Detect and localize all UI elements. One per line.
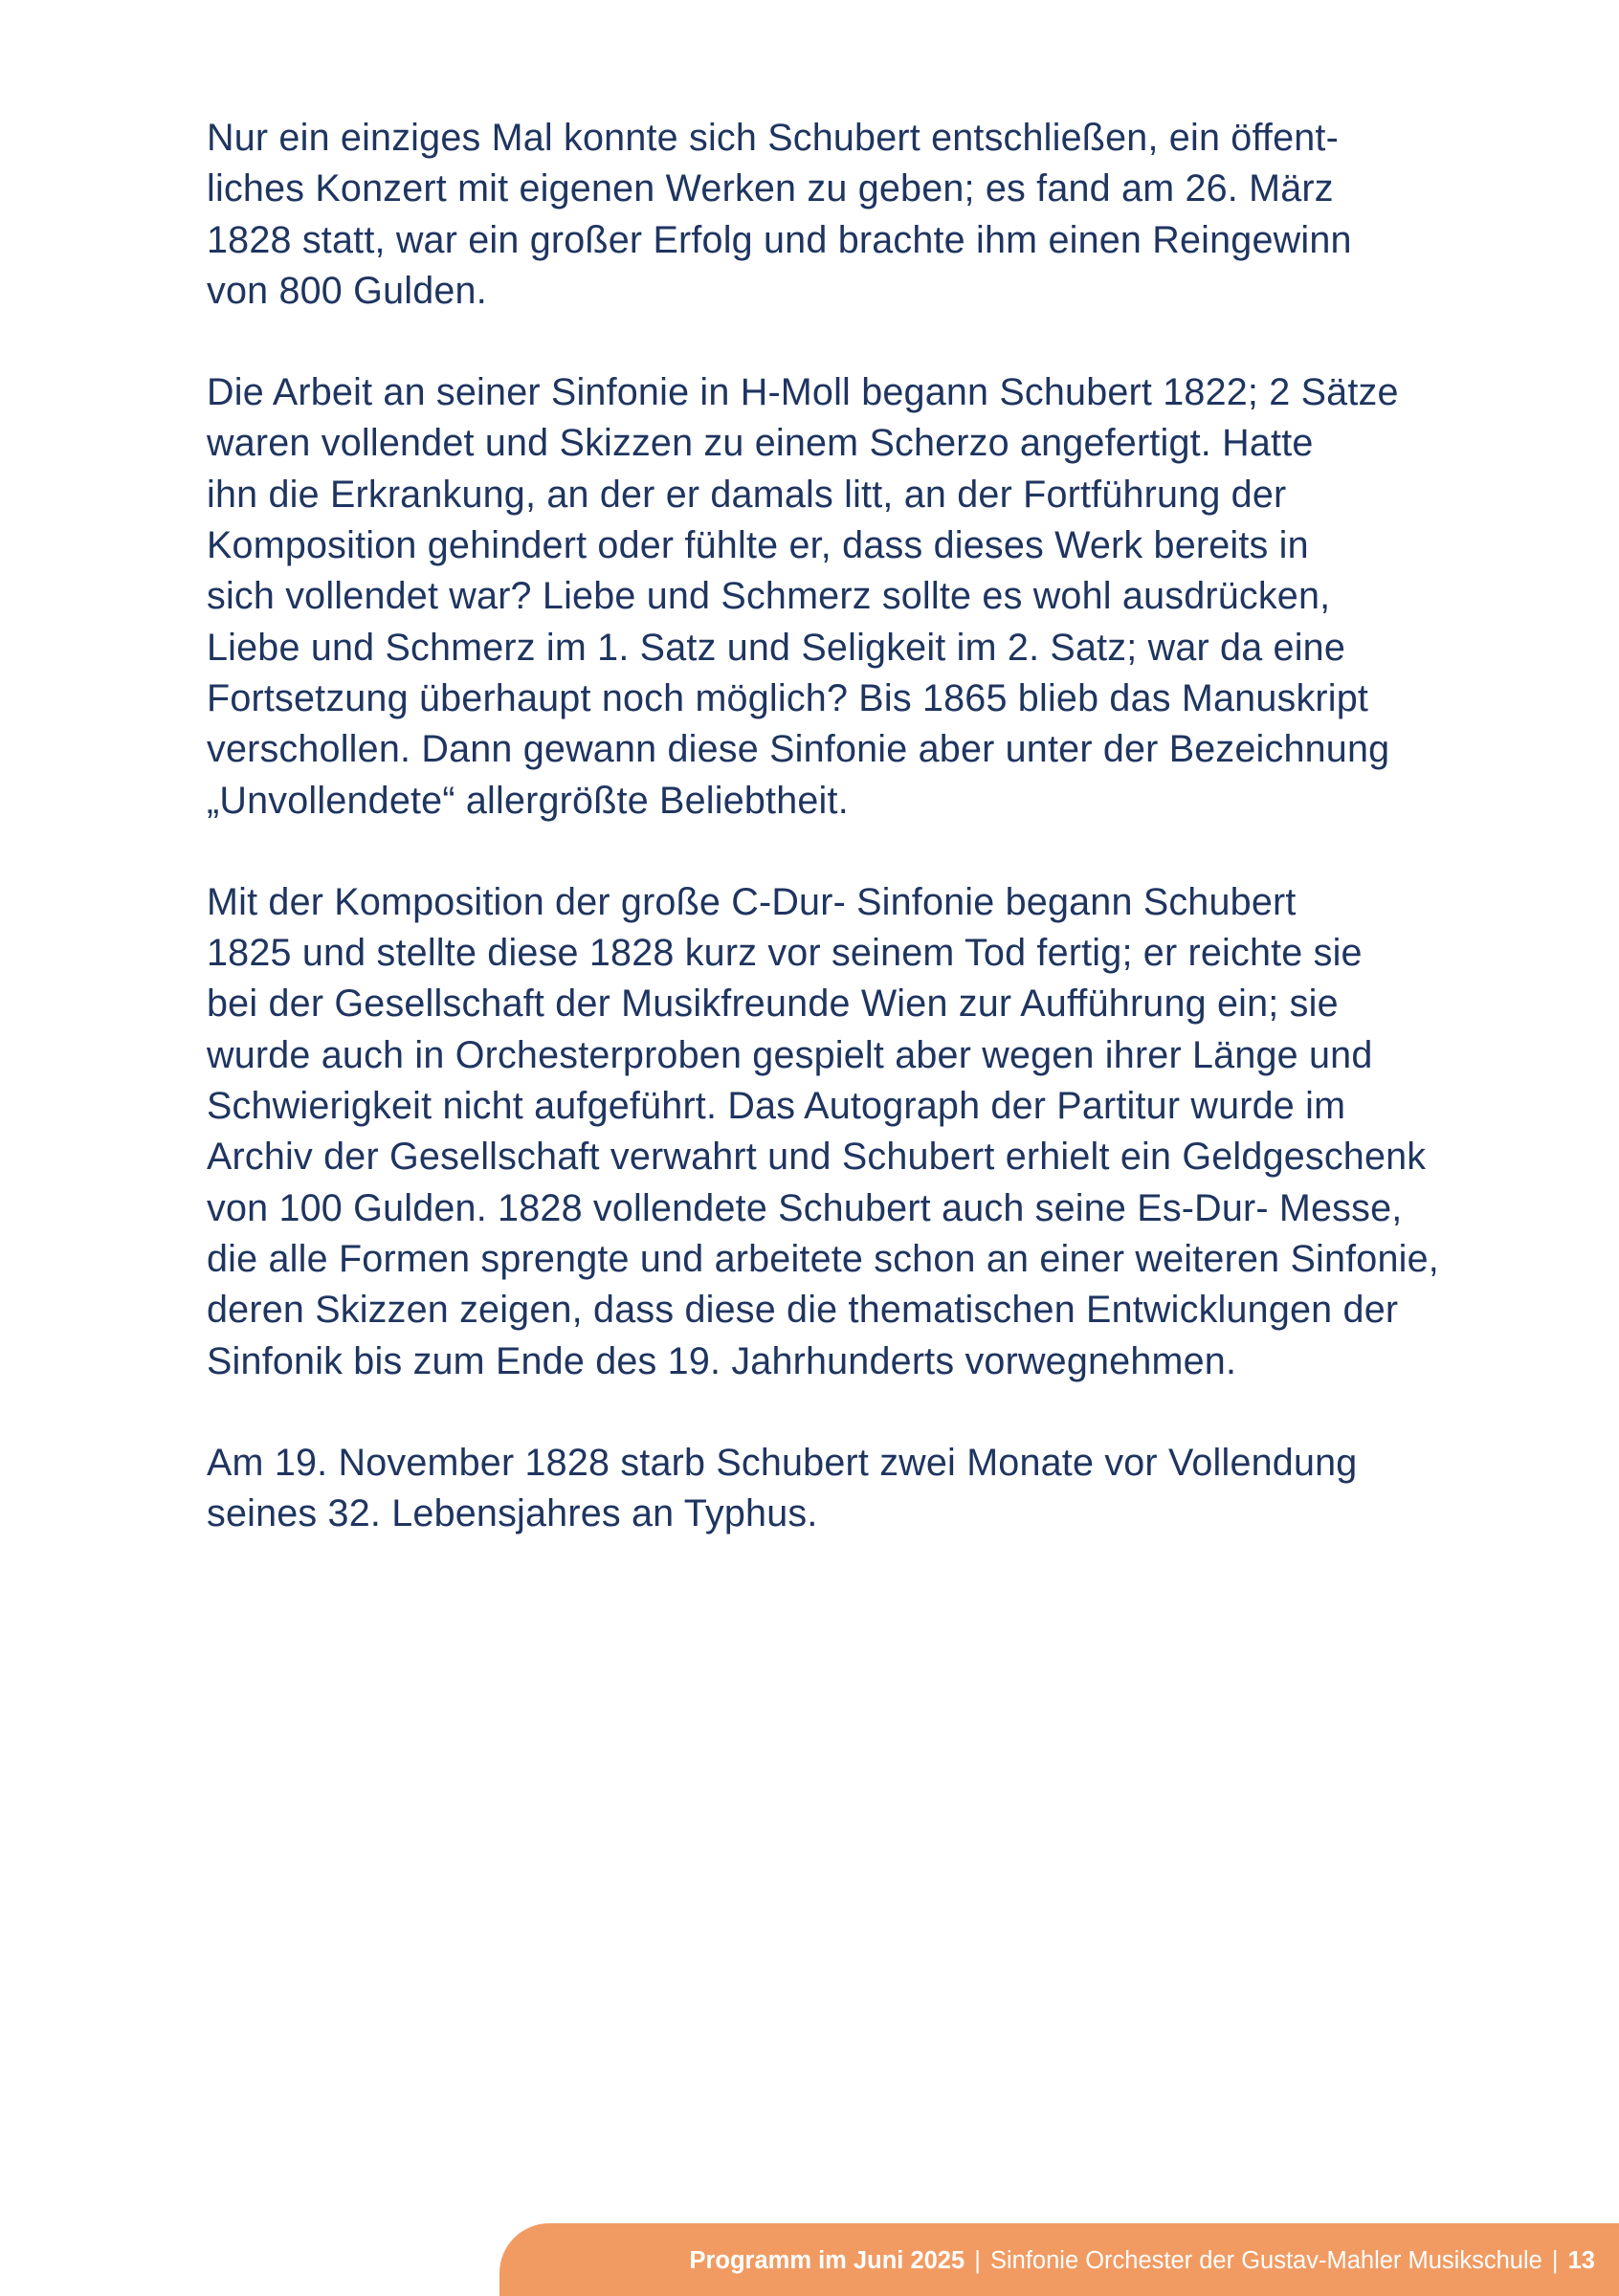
paragraph-death — [207, 1438, 1441, 1540]
text-line: Mit der Komposition der große C-Dur- Sinfonie begann Schubert — [207, 880, 1297, 923]
text-line: seines 32. Lebensjahres an Typhus. — [207, 1492, 818, 1535]
text-line: deren Skizzen zeigen, dass diese die thematischen Entwicklungen der — [207, 1289, 1399, 1332]
text-line: Fortsetzung überhaupt noch möglich? Bis 1865 blieb das Manuskript — [207, 676, 1369, 719]
text-line: verschollen. Dann gewann diese Sinfonie aber unter der Bezeichnung — [207, 728, 1390, 771]
text-line: 1825 und stellte diese 1828 kurz vor seinem Tod fertig; er reichte sie — [207, 932, 1363, 975]
text-line: liches Konzert mit eigenen Werken zu geben; es fand am 26. März — [207, 167, 1334, 210]
page-body — [207, 113, 1441, 1590]
text-line: wurde auch in Orchesterproben gespielt aber wegen ihrer Länge und — [207, 1033, 1373, 1076]
text-line: Die Arbeit an seiner Sinfonie in H-Moll begann Schubert 1822; 2 Sätze — [207, 371, 1399, 414]
text-line: 1828 statt, war ein großer Erfolg und brachte ihm einen Reingewinn — [207, 218, 1352, 261]
paragraph-great-symphony — [207, 877, 1441, 1387]
footer-separator: | — [974, 2247, 981, 2274]
paragraph-unfinished-symphony — [207, 367, 1441, 827]
text-line: die alle Formen sprengte und arbeitete schon an einer weiteren Sinfonie, — [207, 1237, 1439, 1280]
text-line: sich vollendet war? Liebe und Schmerz sollte es wohl ausdrücken, — [207, 575, 1331, 618]
text-line: Archiv der Gesellschaft verwahrt und Schubert erhielt ein Geldgeschenk — [207, 1136, 1427, 1179]
text-line: ihn die Erkrankung, an der er damals litt, an der Fortführung der — [207, 473, 1287, 516]
text-line: Liebe und Schmerz im 1. Satz und Seligkeit im 2. Satz; war da eine — [207, 626, 1346, 669]
footer-tab — [499, 2223, 1619, 2296]
text-line: von 800 Gulden. — [207, 269, 487, 312]
footer-separator: | — [1551, 2247, 1559, 2274]
text-line: Nur ein einziges Mal konnte sich Schubert entschließen, ein öffent- — [207, 117, 1339, 159]
text-line: waren vollendet und Skizzen zu einem Scherzo angefertigt. Hatte — [207, 422, 1314, 465]
footer-program-title: Programm im Juni 2025 — [689, 2247, 965, 2274]
text-line: Sinfonik bis zum Ende des 19. Jahrhunderts vorwegnehmen. — [207, 1339, 1237, 1382]
text-line: Am 19. November 1828 starb Schubert zwei Monate vor Vollendung — [207, 1441, 1358, 1484]
text-line: „Unvollendete“ allergrößte Beliebtheit. — [207, 779, 849, 822]
text-line: bei der Gesellschaft der Musikfreunde Wien zur Aufführung ein; sie — [207, 982, 1339, 1026]
footer-orchestra-name: Sinfonie Orchester der Gustav-Mahler Musikschule — [989, 2247, 1542, 2274]
text-line: Schwierigkeit nicht aufgeführt. Das Autograph der Partitur wurde im — [207, 1085, 1346, 1128]
page-number: 13 — [1567, 2247, 1595, 2274]
footer-text — [689, 2247, 1595, 2275]
text-line: Komposition gehindert oder fühlte er, dass dieses Werk bereits in — [207, 524, 1309, 567]
text-line: von 100 Gulden. 1828 vollendete Schubert auch seine Es-Dur- Messe, — [207, 1186, 1403, 1229]
paragraph-concert — [207, 113, 1441, 317]
